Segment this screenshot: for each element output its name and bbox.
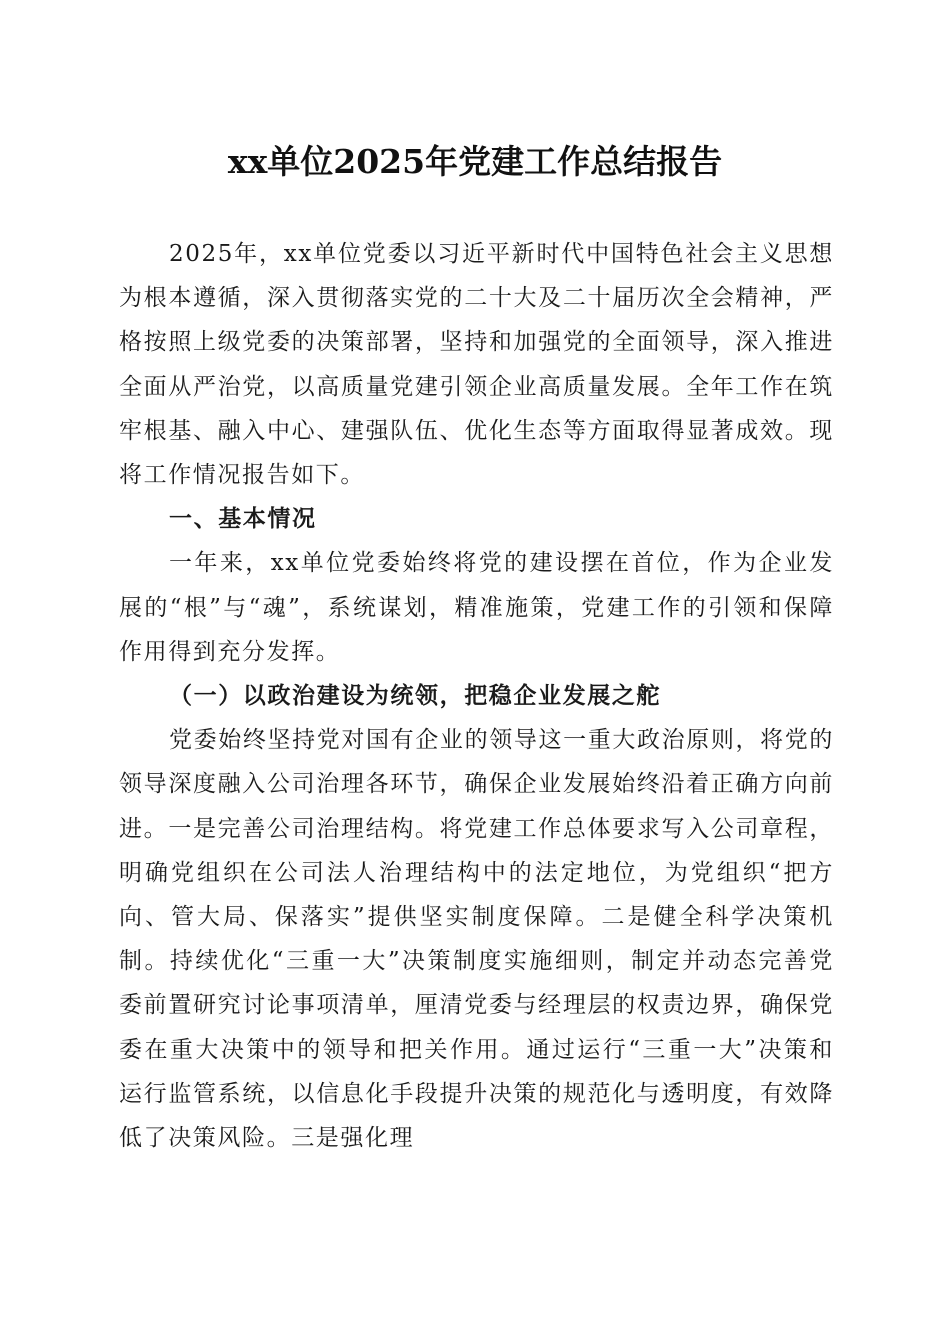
subsection-heading-political-construction: （一）以政治建设为统领，把稳企业发展之舵	[169, 682, 661, 710]
document-title: xx单位2025年党建工作总结报告	[227, 142, 723, 181]
intro-paragraph: 2025年，xx单位党委以习近平新时代中国特色社会主义思想为根本遵循，深入贯彻落实党的二十大及二十届历次全会精神，严格按照上级党委的决策部署，坚持和加强党的全面领导，深入推进全面从严治党，以高质量党建引领企业高质量发展。全年工作在筑牢根基、融入中心、建强队伍、优化生态等方面取得显著成效。现将工作情况报告如下。	[119, 241, 834, 489]
document-body	[119, 232, 834, 1160]
section-heading-basic-situation: 一、基本情况	[169, 506, 317, 533]
subsection-paragraph: 党委始终坚持党对国有企业的领导这一重大政治原则，将党的领导深度融入公司治理各环节，确保企业发展始终沿着正确方向前进。一是完善公司治理结构。将党建工作总体要求写入公司章程，明确党组织在公司法人治理结构中的法定地位，为党组织“把方向、管大局、保落实”提供坚实制度保障。二是健全科学决策机制。持续优化“三重一大”决策制度实施细则，制定并动态完善党委前置研究讨论事项清单，厘清党委与经理层的权责边界，确保党委在重大决策中的领导和把关作用。通过运行“三重一大”决策和运行监管系统，以信息化手段提升决策的规范化与透明度，有效降低了决策风险。三是强化理	[119, 727, 834, 1152]
section-paragraph: 一年来，xx单位党委始终将党的建设摆在首位，作为企业发展的“根”与“魂”，系统谋划，精准施策，党建工作的引领和保障作用得到充分发挥。	[119, 550, 834, 665]
